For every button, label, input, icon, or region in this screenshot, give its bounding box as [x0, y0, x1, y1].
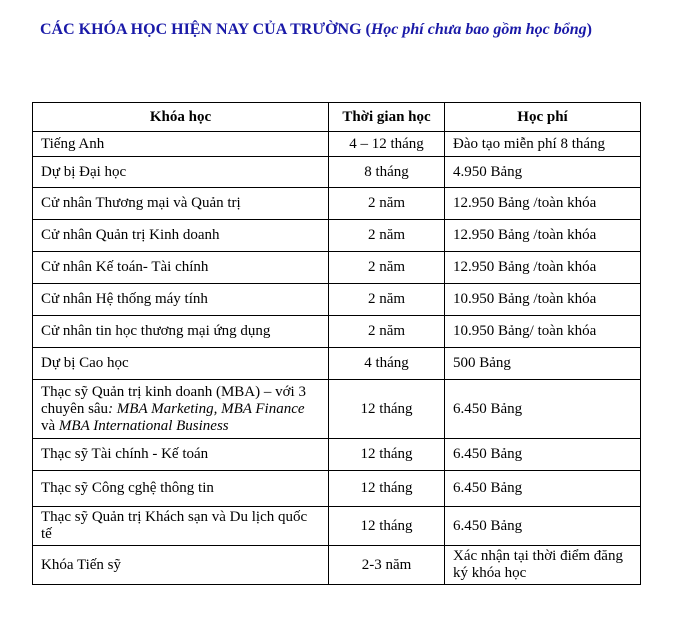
table-row [33, 507, 641, 546]
course-fee-table [32, 102, 641, 585]
header-fee: Học phí [445, 103, 641, 132]
course-cell: Thạc sỹ Công cghệ thông tin [33, 471, 329, 507]
fee-cell: 500 Bảng [445, 348, 641, 380]
duration-cell: 2 năm [329, 188, 445, 220]
title-subtitle: Học phí chưa bao gồm học bổng [370, 21, 587, 38]
course-cell: Cử nhân Hệ thống máy tính [33, 284, 329, 316]
course-cell: Khóa Tiến sỹ [33, 546, 329, 585]
duration-cell: 4 tháng [329, 348, 445, 380]
course-cell: Dự bị Cao học [33, 348, 329, 380]
duration-cell: 12 tháng [329, 380, 445, 439]
fee-cell: 10.950 Bảng/ toàn khóa [445, 316, 641, 348]
course-cell: Tiếng Anh [33, 132, 329, 157]
fee-cell: 10.950 Bảng /toàn khóa [445, 284, 641, 316]
table-row [33, 546, 641, 585]
course-cell: Cử nhân Kế toán- Tài chính [33, 252, 329, 284]
duration-cell: 2 năm [329, 252, 445, 284]
fee-cell: 12.950 Bảng /toàn khóa [445, 188, 641, 220]
duration-cell: 2-3 năm [329, 546, 445, 585]
duration-cell: 8 tháng [329, 157, 445, 188]
duration-cell: 2 năm [329, 316, 445, 348]
course-name-mba: Thạc sỹ Quản trị kinh doanh (MBA) – với 3 chuyên sâu [41, 383, 306, 417]
table-row [33, 380, 641, 439]
fee-cell: 6.450 Bảng [445, 507, 641, 546]
fee-cell: 6.450 Bảng [445, 471, 641, 507]
duration-cell: 4 – 12 tháng [329, 132, 445, 157]
course-specializations: : MBA Marketing, MBA Finance [108, 400, 305, 417]
course-cell [33, 380, 329, 439]
table-row [33, 348, 641, 380]
table-row [33, 188, 641, 220]
course-specialization-last: MBA International Business [58, 417, 229, 434]
fee-cell: 6.450 Bảng [445, 439, 641, 471]
header-course: Khóa học [33, 103, 329, 132]
table-row [33, 220, 641, 252]
fee-cell: Đào tạo miễn phí 8 tháng [445, 132, 641, 157]
course-cell: Thạc sỹ Quản trị Khách sạn và Du lịch quốc tế [33, 507, 329, 546]
fee-cell: 4.950 Bảng [445, 157, 641, 188]
title-open-paren: ( [361, 21, 371, 38]
course-cell: Cử nhân Quản trị Kinh doanh [33, 220, 329, 252]
fee-cell: 6.450 Bảng [445, 380, 641, 439]
table-row [33, 157, 641, 188]
duration-cell: 12 tháng [329, 471, 445, 507]
course-conjunction: và [41, 417, 59, 434]
duration-cell: 12 tháng [329, 439, 445, 471]
table-row [33, 471, 641, 507]
duration-cell: 12 tháng [329, 507, 445, 546]
table-row [33, 316, 641, 348]
course-cell: Cử nhân Thương mại và Quản trị [33, 188, 329, 220]
table-row [33, 284, 641, 316]
table-row [33, 439, 641, 471]
table-row [33, 252, 641, 284]
course-cell: Cử nhân tin học thương mại ứng dụng [33, 316, 329, 348]
page-title [40, 21, 592, 39]
title-main: CÁC KHÓA HỌC HIỆN NAY CỦA TRƯỜNG [40, 21, 362, 38]
fee-cell: Xác nhận tại thời điểm đăng ký khóa học [445, 546, 641, 585]
title-close-paren: ) [586, 21, 592, 38]
course-cell: Dự bị Đại học [33, 157, 329, 188]
fee-cell: 12.950 Bảng /toàn khóa [445, 252, 641, 284]
table-row [33, 132, 641, 157]
header-row [33, 103, 641, 132]
header-duration: Thời gian học [329, 103, 445, 132]
duration-cell: 2 năm [329, 220, 445, 252]
course-cell: Thạc sỹ Tài chính - Kế toán [33, 439, 329, 471]
fee-cell: 12.950 Bảng /toàn khóa [445, 220, 641, 252]
duration-cell: 2 năm [329, 284, 445, 316]
